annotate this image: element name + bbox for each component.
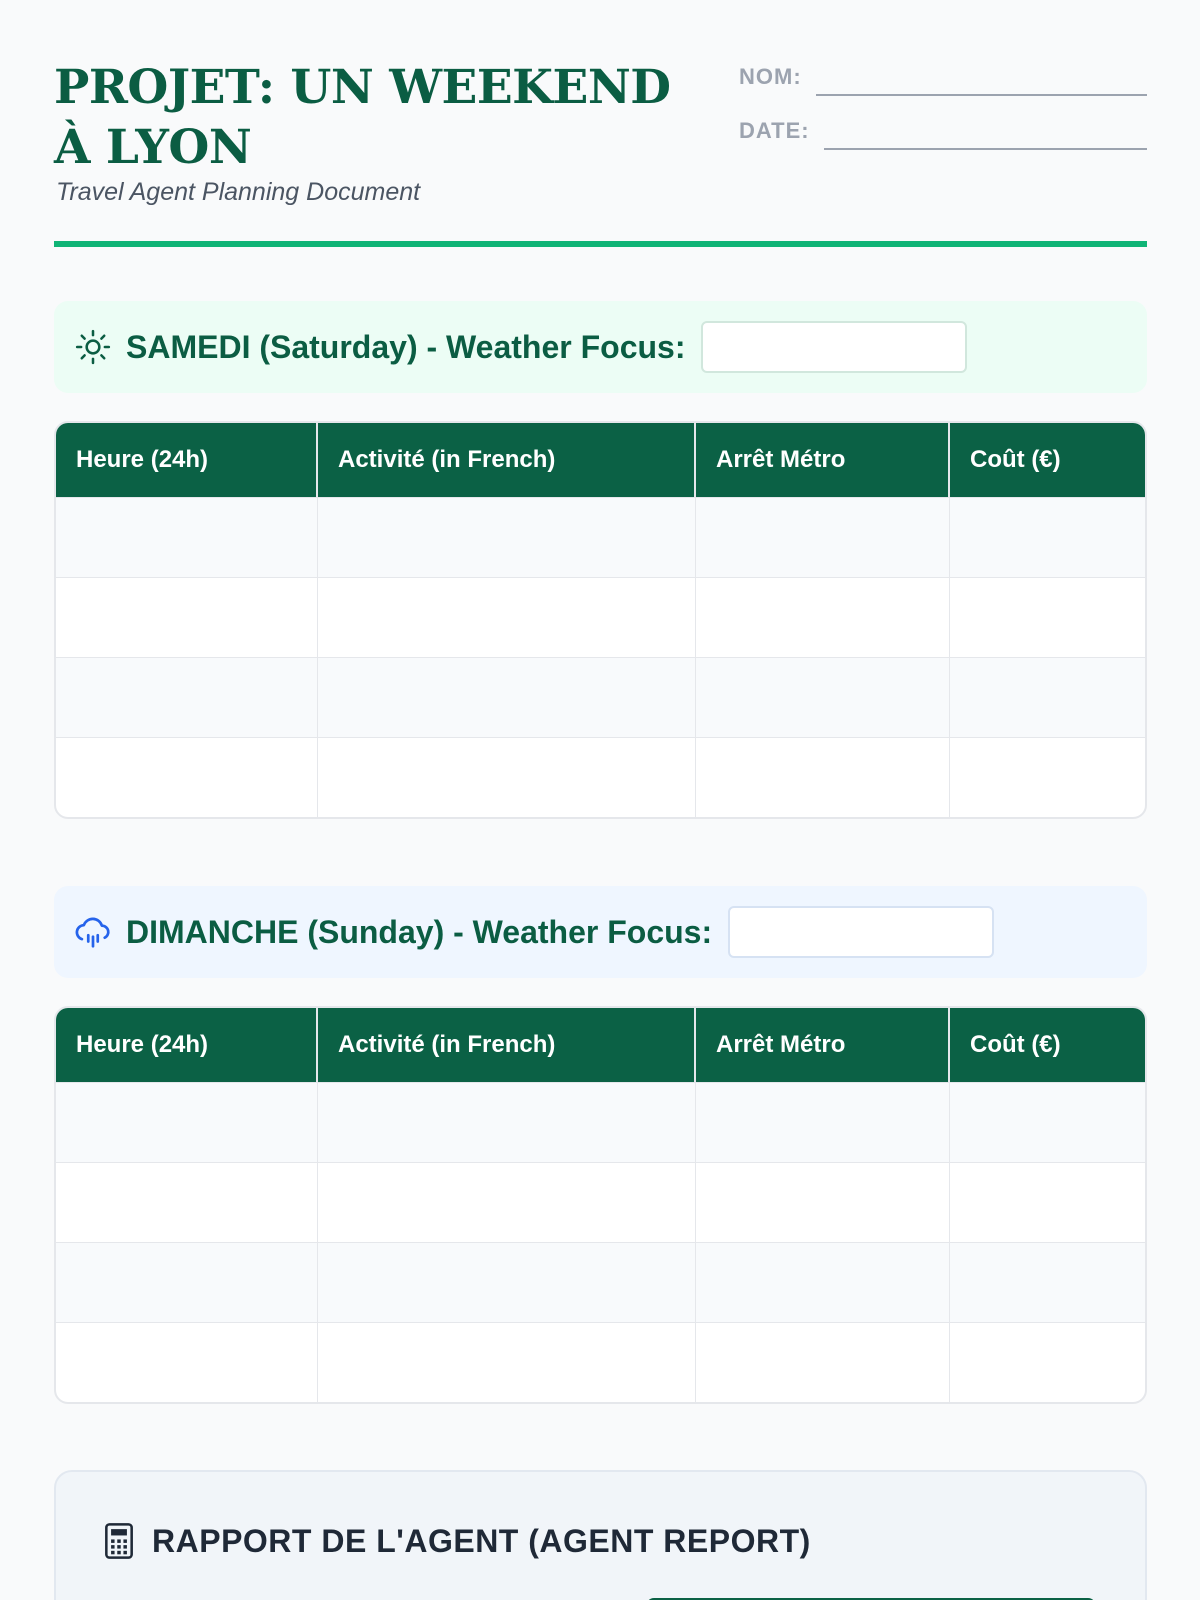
activity-cell[interactable] (318, 1163, 696, 1242)
saturday-weather-input[interactable] (701, 321, 967, 373)
activity-cell[interactable] (318, 1243, 696, 1322)
column-header-time: Heure (24h) (56, 1008, 318, 1082)
date-field-row (739, 110, 1147, 150)
sunday-weather-input[interactable] (728, 906, 994, 958)
activity-cell[interactable] (318, 578, 696, 657)
sunday-table (54, 1006, 1147, 1404)
name-field[interactable] (816, 64, 1147, 96)
cost-cell[interactable] (950, 578, 1145, 657)
time-cell[interactable] (56, 498, 318, 577)
metro-cell[interactable] (696, 1083, 950, 1162)
metro-cell[interactable] (696, 1243, 950, 1322)
cloud-rain-icon (74, 913, 112, 951)
activity-cell[interactable] (318, 738, 696, 817)
sunday-title: DIMANCHE (Sunday) - Weather Focus: (126, 913, 713, 950)
table-row (56, 737, 1145, 817)
column-header-metro: Arrêt Métro (696, 1008, 950, 1082)
cost-cell[interactable] (950, 1163, 1145, 1242)
activity-cell[interactable] (318, 658, 696, 737)
cost-cell[interactable] (950, 1083, 1145, 1162)
column-header-activity: Activité (in French) (318, 423, 696, 497)
activity-cell[interactable] (318, 498, 696, 577)
metro-cell[interactable] (696, 738, 950, 817)
saturday-title: SAMEDI (Saturday) - Weather Focus: (126, 328, 686, 365)
agent-report-title: RAPPORT DE L'AGENT (AGENT REPORT) (152, 1522, 811, 1559)
time-cell[interactable] (56, 658, 318, 737)
calculator-icon (102, 1522, 136, 1560)
column-header-cost: Coût (€) (970, 446, 1061, 473)
agent-report-section (54, 1470, 1147, 1600)
cost-cell[interactable] (950, 1243, 1145, 1322)
time-cell[interactable] (56, 578, 318, 657)
date-label: DATE: (739, 118, 810, 143)
agent-report-header (102, 1522, 811, 1560)
metro-cell[interactable] (696, 498, 950, 577)
table-row (56, 1242, 1145, 1322)
sun-icon (74, 328, 112, 366)
table-row (56, 657, 1145, 737)
document-header (54, 0, 1147, 248)
time-cell[interactable] (56, 1243, 318, 1322)
time-cell[interactable] (56, 1163, 318, 1242)
table-row (56, 1082, 1145, 1162)
table-header-row (56, 1008, 1145, 1082)
metro-cell[interactable] (696, 578, 950, 657)
student-fields (739, 56, 1147, 164)
cost-cell[interactable] (950, 738, 1145, 817)
time-cell[interactable] (56, 1323, 318, 1402)
page-subtitle: Travel Agent Planning Document (56, 178, 421, 206)
activity-cell[interactable] (318, 1323, 696, 1402)
sunday-table-body (56, 1082, 1145, 1402)
page-title: PROJET: UN WEEKEND À LYON (54, 60, 671, 175)
worksheet-page (54, 0, 1147, 1600)
name-label: NOM: (739, 64, 802, 89)
table-header-row (56, 423, 1145, 497)
column-header-time: Heure (24h) (56, 423, 318, 497)
name-field-row (739, 56, 1147, 96)
cost-cell[interactable] (950, 658, 1145, 737)
column-header-cost: Coût (€) (970, 1031, 1061, 1058)
metro-cell[interactable] (696, 658, 950, 737)
table-row (56, 1162, 1145, 1242)
metro-cell[interactable] (696, 1323, 950, 1402)
table-row (56, 497, 1145, 577)
column-header-activity: Activité (in French) (318, 1008, 696, 1082)
saturday-table-body (56, 497, 1145, 817)
column-header-metro: Arrêt Métro (696, 423, 950, 497)
activity-cell[interactable] (318, 1083, 696, 1162)
cost-cell[interactable] (950, 498, 1145, 577)
sunday-banner (54, 886, 1147, 978)
cost-cell[interactable] (950, 1323, 1145, 1402)
saturday-table (54, 421, 1147, 819)
table-row (56, 577, 1145, 657)
time-cell[interactable] (56, 738, 318, 817)
header-divider (54, 241, 1147, 247)
time-cell[interactable] (56, 1083, 318, 1162)
metro-cell[interactable] (696, 1163, 950, 1242)
table-row (56, 1322, 1145, 1402)
saturday-banner (54, 301, 1147, 393)
date-field[interactable] (824, 118, 1147, 150)
